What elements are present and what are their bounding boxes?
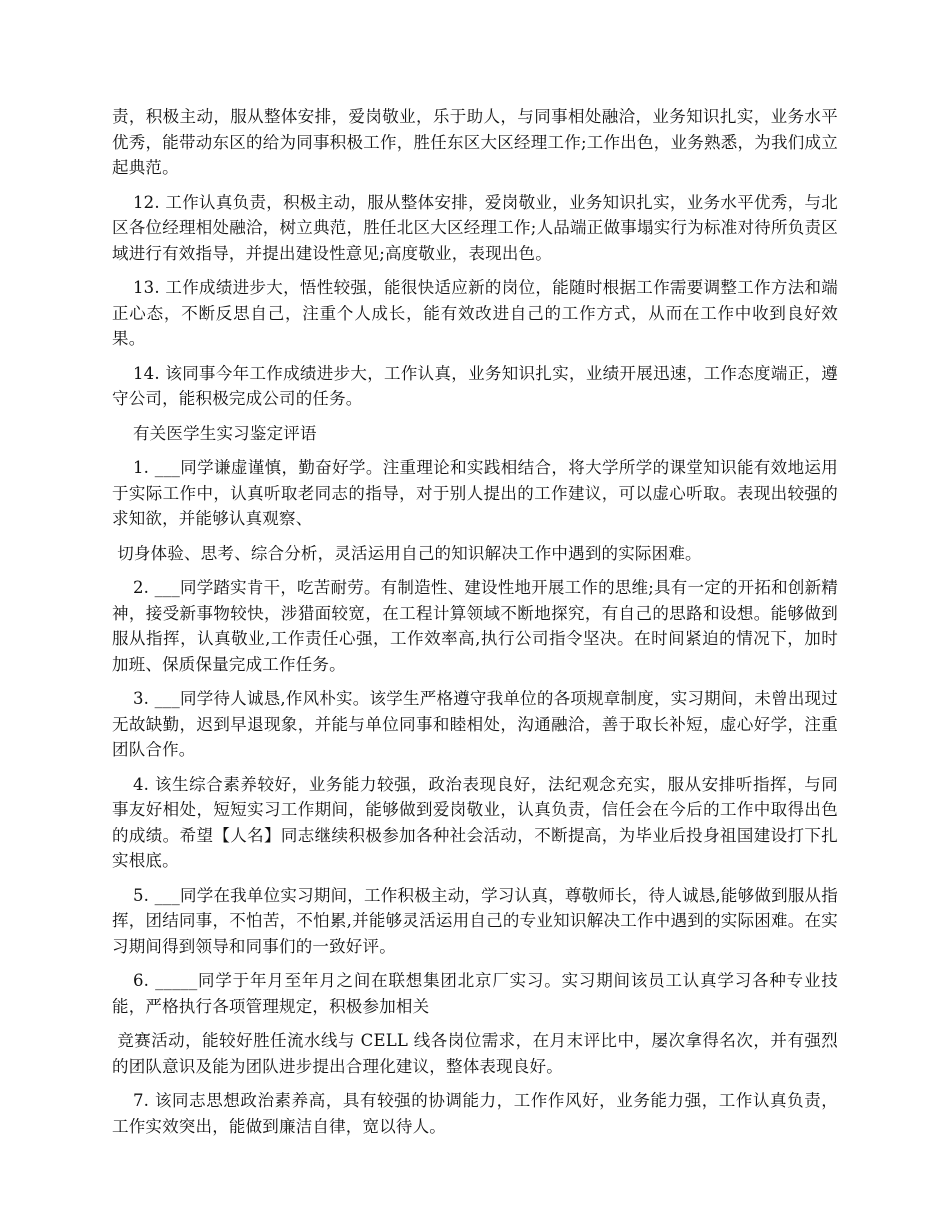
- paragraph-item-5: 5. ___同学在我单位实习期间，工作积极主动，学习认真，尊敬师长，待人诚恳,能够做到服从指挥，团结同事，不怕苦，不怕累,并能够灵活运用自己的专业知识解决工作中遇到的实际困难。在实习期间得到领导和同事们的一致好评。: [112, 885, 838, 956]
- paragraph-item-14: 14. 该同事今年工作成绩进步大，工作认真，业务知识扎实，业绩开展迅速，工作态度端正，遵守公司，能积极完成公司的任务。: [112, 363, 838, 408]
- paragraph-item-3: 3. ___同学待人诚恳,作风朴实。该学生严格遵守我单位的各项规章制度，实习期间，未曾出现过无故缺勤，迟到早退现象，并能与单位同事和睦相处，沟通融洽，善于取长补短，虚心好学，注重团队合作。: [112, 689, 838, 759]
- paragraph-item-12: 12. 工作认真负责，积极主动，服从整体安排，爱岗敬业，业务知识扎实，业务水平优秀，与北区各位经理相处融洽，树立典范，胜任北区大区经理工作;人品端正做事塌实行为标准对待所负责区域进行有效指导，并提出建设性意见;高度敬业，表现出色。: [112, 192, 838, 263]
- paragraph-item-13: 13. 工作成绩进步大，悟性较强，能很快适应新的岗位，能随时根据工作需要调整工作方法和端正心态，不断反思自己，注重个人成长，能有效改进自己的工作方式，从而在工作中收到良好效果。: [112, 278, 838, 348]
- paragraph-item-1: 1. ___同学谦虚谨慎，勤奋好学。注重理论和实践相结合，将大学所学的课堂知识能有效地运用于实际工作中，认真听取老同志的指导，对于别人提出的工作建议，可以虚心听取。表现出较强的求知欲，并能够认真观察、: [112, 458, 838, 528]
- paragraph-item-6: 6. _____同学于年月至年月之间在联想集团北京厂实习。实习期间该员工认真学习各种专业技能，严格执行各项管理规定，积极参加相关: [112, 971, 838, 1016]
- paragraph-continuation: 责，积极主动，服从整体安排，爱岗敬业，乐于助人，与同事相处融洽，业务知识扎实，业务水平优秀，能带动东区的给为同事积极工作，胜任东区大区经理工作;工作出色，业务熟悉，为我们成立起典范。: [112, 107, 838, 177]
- paragraph-item-7: 7. 该同志思想政治素养高，具有较强的协调能力，工作作风好，业务能力强，工作认真负责，工作实效突出，能做到廉洁自律，宽以待人。: [112, 1091, 838, 1136]
- paragraph-item-1-continuation: 切身体验、思考、综合分析，灵活运用自己的知识解决工作中遇到的实际困难。: [117, 543, 702, 563]
- paragraph-item-2: 2. ___同学踏实肯干，吃苦耐劳。有制造性、建设性地开展工作的思维;具有一定的开拓和创新精神，接受新事物较快，涉猎面较宽，在工程计算领域不断地探究，有自己的思路和设想。能够做到服从指挥，认真敬业,工作责任心强，工作效率高,执行公司指令坚决。在时间紧迫的情况下，加时加班、保质保量完成工作任务。: [112, 578, 838, 674]
- paragraph-item-4: 4. 该生综合素养较好，业务能力较强，政治表现良好，法纪观念充实，服从安排听指挥，与同事友好相处，短短实习工作期间，能够做到爱岗敬业，认真负责，信任会在今后的工作中取得出色的成绩。希望【人名】同志继续积极参加各种社会活动，不断提高，为毕业后投身祖国建设打下扎实根底。: [112, 774, 838, 870]
- paragraph-item-6-continuation: 竞赛活动，能较好胜任流水线与 CELL 线各岗位需求，在月末评比中，屡次拿得名次，并有强烈的团队意识及能为团队进步提出合理化建议，整体表现良好。: [112, 1031, 838, 1076]
- section-heading: 有关医学生实习鉴定评语: [132, 423, 317, 443]
